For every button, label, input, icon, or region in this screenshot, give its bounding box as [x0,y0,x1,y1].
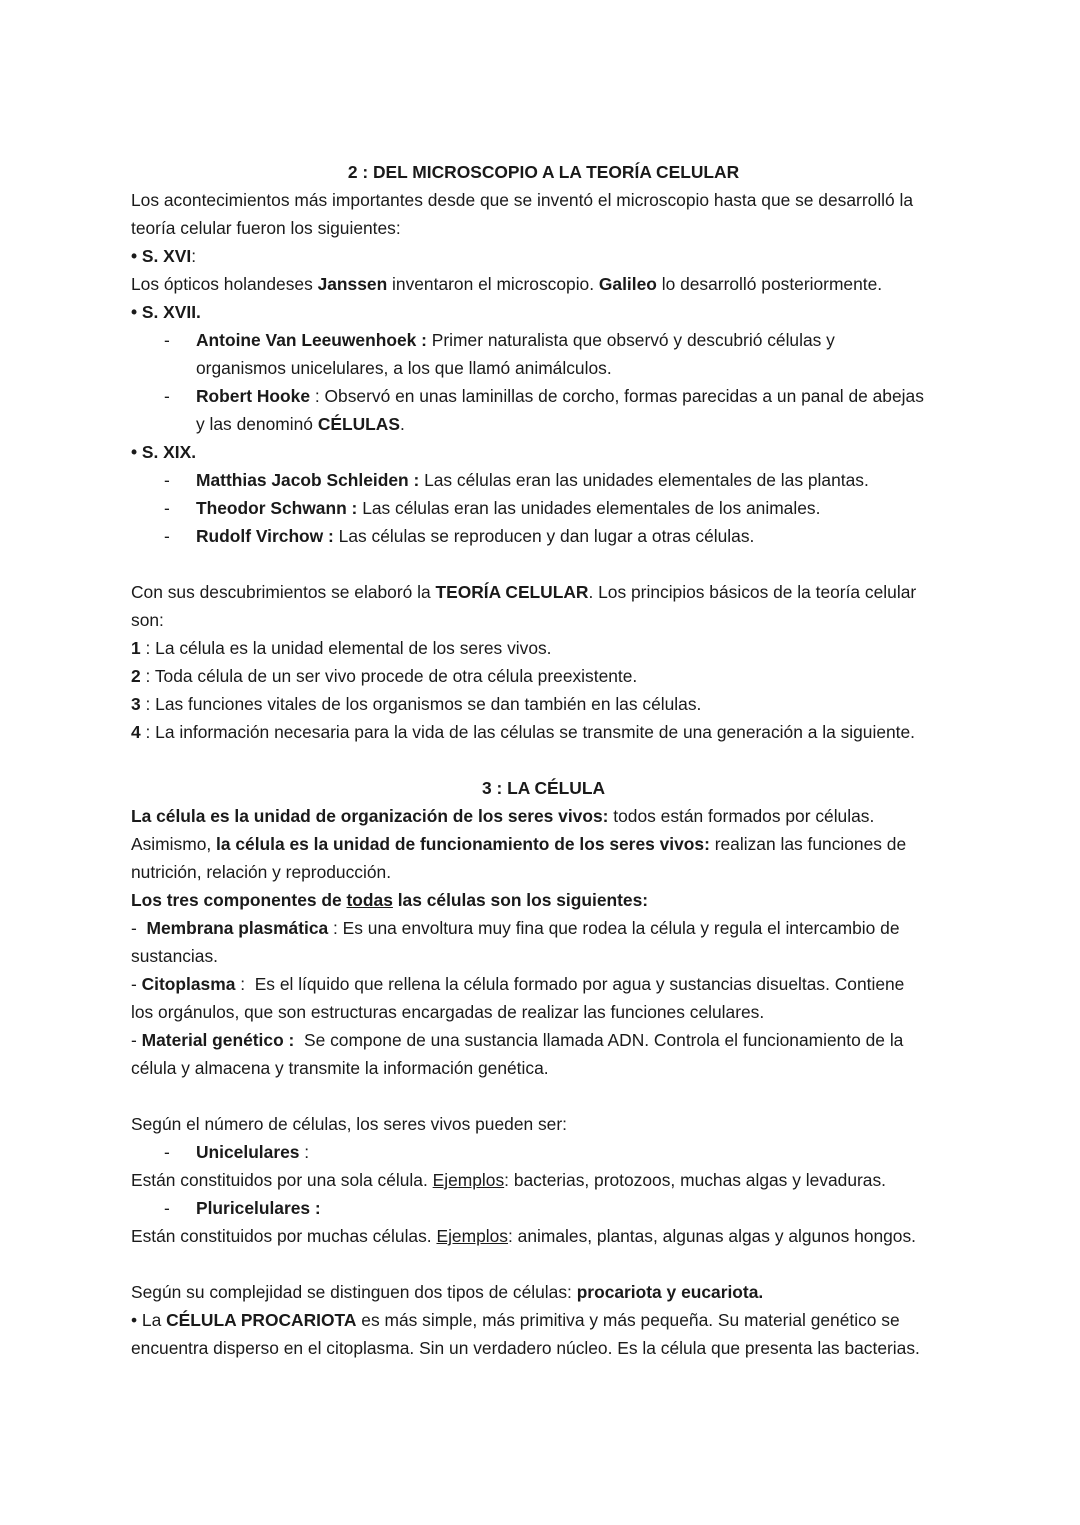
pluricelulares-text [131,1222,956,1250]
pluricelulares-ejemplos: Ejemplos [436,1226,508,1246]
membrana-name: Membrana plasmática [146,918,329,938]
principle-number: 3 [131,694,141,714]
complejidad-text: Según su complejidad se distinguen dos tipos de células: [131,1282,577,1302]
principle-2 [131,662,956,690]
membrana-line-1 [131,914,956,942]
schleiden-name: Matthias Jacob Schleiden : [196,470,420,490]
funcionamiento-text-a: Asimismo, [131,834,217,854]
hooke-text-2c: . [399,414,405,434]
material-name: Material genético : [141,1030,295,1050]
principle-number: 1 [131,638,141,658]
s19-heading: • S. XIX. [131,442,197,462]
membrana-dash: - [131,918,147,938]
membrana-text: : Es una envoltura muy fina que rodea la célula y regula el intercambio de [328,918,900,938]
list-item-schleiden [131,466,956,494]
s16-text-b: inventaron el microscopio. [387,274,599,294]
componentes-heading [131,886,956,914]
material-line-2: célula y almacena y transmite la información genética. [131,1058,549,1078]
s16-text-a: Los ópticos holandeses [131,274,318,294]
virchow-name: Rudolf Virchow : [196,526,334,546]
list-item-leeuwenhoek [131,326,956,382]
principle-number: 4 [131,722,141,742]
complejidad-bold: procariota y eucariota. [576,1282,764,1302]
list-item-unicelulares [131,1138,956,1166]
citoplasma-line-1 [131,970,956,998]
membrana-line-2: sustancias. [131,946,218,966]
procariota-bullet: • La [131,1310,167,1330]
schleiden-text: Las células eran las unidades elementales de las plantas. [419,470,869,490]
section-2-title: 2 : DEL MICROSCOPIO A LA TEORÍA CELULAR [347,162,740,182]
list-item-virchow [131,522,956,550]
funcionamiento-text-c: realizan las funciones de [709,834,907,854]
leeuwenhoek-text-2: organismos unicelulares, a los que llamó animálculos. [196,358,612,378]
unicelulares-colon: : [299,1142,310,1162]
hooke-text-1: : Observó en unas laminillas de corcho, formas parecidas a un panal de abejas [310,386,924,406]
procariota-line-1 [131,1306,956,1334]
s16-heading-line [131,242,956,270]
leeuwenhoek-text-1: Primer naturalista que observó y descubrió células y [426,330,835,350]
dash-bullet: - [164,470,170,490]
section-2-intro-line-2: teoría celular fueron los siguientes: [131,218,401,238]
dash-bullet: - [164,1198,170,1218]
componentes-text-a: Los tres componentes de [131,890,347,910]
hooke-text-2a: y las denominó [196,414,318,434]
complejidad-line [131,1278,956,1306]
material-line-1 [131,1026,956,1054]
section-2-intro-line-1: Los acontecimientos más importantes desde que se inventó el microscopio hasta que se desarrolló la [131,190,914,210]
funcionamiento-line-1 [131,830,956,858]
organizacion-line [131,802,956,830]
procariota-name: CÉLULA PROCARIOTA [166,1310,357,1330]
segun-numero-line: Según el número de células, los seres vivos pueden ser: [131,1114,567,1134]
organizacion-bold: La célula es la unidad de organización de los seres vivos: [131,806,609,826]
dash-bullet: - [164,526,170,546]
dash-bullet: - [164,1142,170,1162]
spacer [131,746,956,774]
funcionamiento-line-2: nutrición, relación y reproducción. [131,862,392,882]
s16-text [131,270,956,298]
s16-heading: • S. XVI [131,246,192,266]
dash-bullet: - [164,386,170,406]
leeuwenhoek-name: Antoine Van Leeuwenhoek : [196,330,427,350]
spacer [131,1082,956,1110]
document-page [131,158,956,1362]
galileo: Galileo [598,274,657,294]
procariota-text: es más simple, más primitiva y más pequeña. Su material genético se [356,1310,900,1330]
hooke-celulas: CÉLULAS [317,414,400,434]
s17-heading: • S. XVII. [131,302,201,322]
organizacion-text: todos están formados por células. [608,806,875,826]
componentes-todas: todas [346,890,393,910]
procariota-line-2: encuentra disperso en el citoplasma. Sin un verdadero núcleo. Es la célula que presenta las bacterias. [131,1338,920,1358]
section-3-title: 3 : LA CÉLULA [481,778,606,798]
material-dash: - [131,1030,142,1050]
theory-text-a: Con sus descubrimientos se elaboró la [131,582,436,602]
citoplasma-text: : Es el líquido que rellena la célula formado por agua y sustancias disueltas. Contiene [235,974,905,994]
schwann-name: Theodor Schwann : [196,498,358,518]
unicelulares-text-a: Están constituidos por una sola célula. [131,1170,433,1190]
virchow-text: Las células se reproducen y dan lugar a otras células. [333,526,755,546]
hooke-name: Robert Hooke [196,386,311,406]
spacer [131,1250,956,1278]
theory-text-c: . Los principios básicos de la teoría celular [588,582,917,602]
janssen: Janssen [317,274,388,294]
pluricelulares-label: Pluricelulares : [196,1198,321,1218]
principle-text: : La célula es la unidad elemental de los seres vivos. [140,638,552,658]
unicelulares-text-b: : bacterias, protozoos, muchas algas y levaduras. [504,1170,886,1190]
principle-text: : La información necesaria para la vida de las células se transmite de una generación a la siguiente. [140,722,916,742]
citoplasma-name: Citoplasma [141,974,236,994]
principle-text: : Toda célula de un ser vivo procede de otra célula preexistente. [140,666,638,686]
pluricelulares-text-b: : animales, plantas, algunas algas y algunos hongos. [508,1226,916,1246]
theory-line-1 [131,578,956,606]
dash-bullet: - [164,330,170,350]
s16-text-c: lo desarrolló posteriormente. [656,274,883,294]
theory-line-2: son: [131,610,164,630]
pluricelulares-text-a: Están constituidos por muchas células. [131,1226,437,1246]
principle-text: : Las funciones vitales de los organismos se dan también en las células. [140,694,702,714]
principle-1 [131,634,956,662]
spacer [131,550,956,578]
principle-3 [131,690,956,718]
schwann-text: Las células eran las unidades elementales de los animales. [357,498,821,518]
componentes-text-c: las células son los siguientes: [392,890,649,910]
list-item-hooke [131,382,956,438]
principle-number: 2 [131,666,141,686]
teoria-celular: TEORÍA CELULAR [435,582,589,602]
list-item-schwann [131,494,956,522]
funcionamiento-bold: la célula es la unidad de funcionamiento de los seres vivos: [216,834,710,854]
s16-colon: : [191,246,197,266]
citoplasma-line-2: los orgánulos, que son estructuras encargadas de realizar las funciones celulares. [131,1002,765,1022]
unicelulares-label: Unicelulares [196,1142,300,1162]
material-text: Se compone de una sustancia llamada ADN. Controla el funcionamiento de la [294,1030,904,1050]
list-item-pluricelulares [131,1194,956,1222]
citoplasma-dash: - [131,974,142,994]
unicelulares-ejemplos: Ejemplos [432,1170,505,1190]
unicelulares-text [131,1166,956,1194]
dash-bullet: - [164,498,170,518]
principle-4 [131,718,956,746]
